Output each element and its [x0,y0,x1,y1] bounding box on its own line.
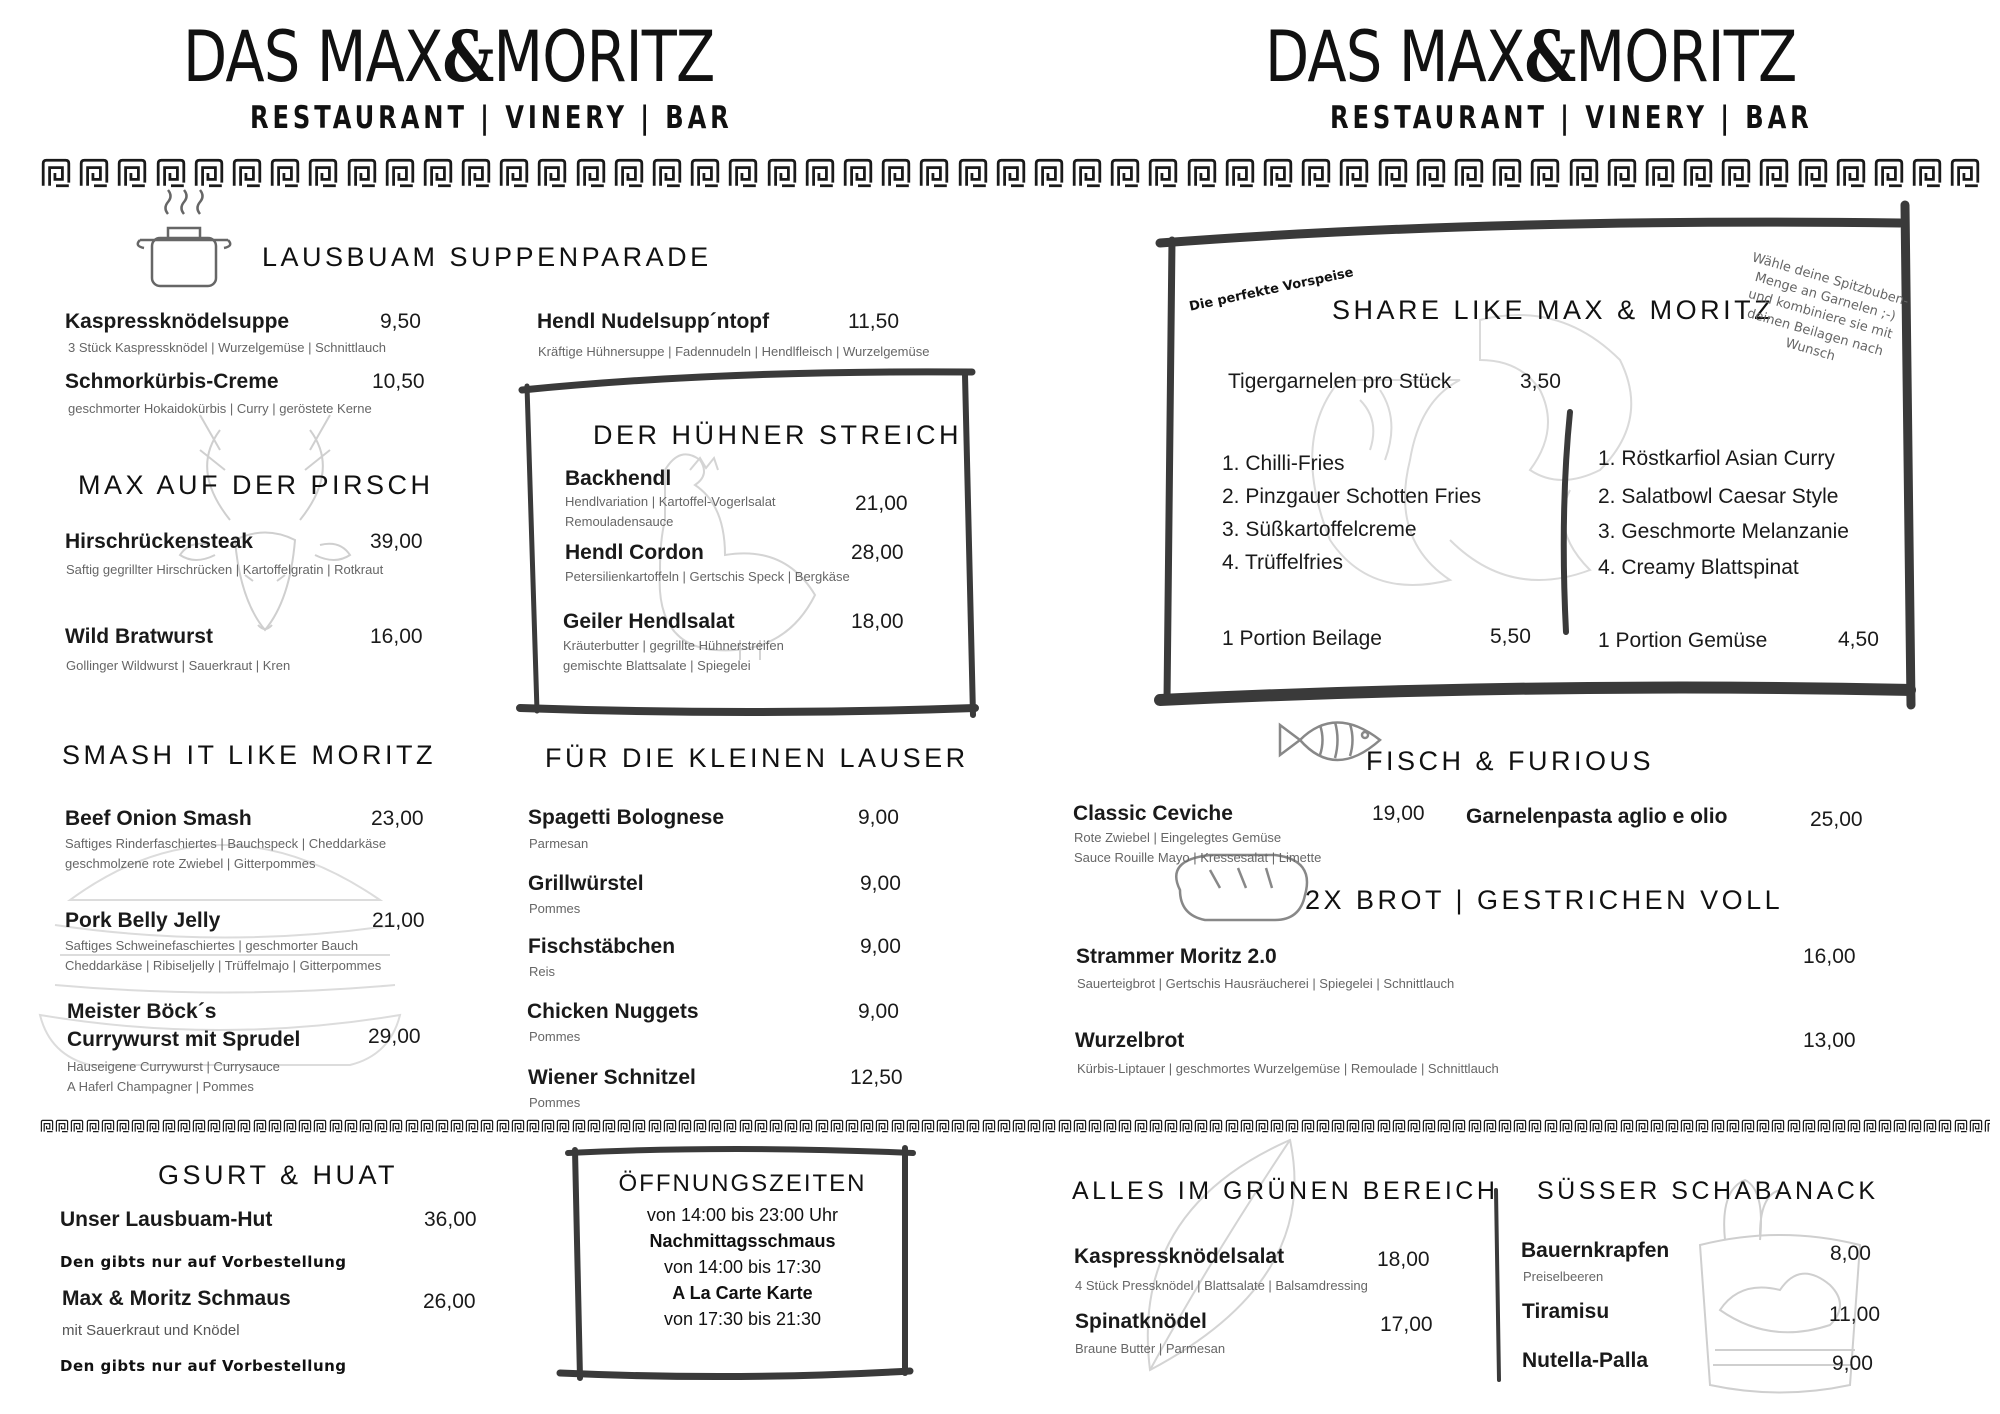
menu-item-name: Wiener Schnitzel [528,1066,696,1089]
menu-item-name: Hirschrückensteak [65,530,253,553]
shrimp-sketch-icon [1312,315,1631,585]
menu-item-name: Kaspressknödelsuppe [65,310,290,333]
menu-item-name: Spinatknödel [1075,1310,1207,1333]
fish-icon [1280,722,1380,760]
menu-item-name: Classic Ceviche [1073,802,1233,825]
menu-item-desc: Hendlvariation | Kartoffel-Vogerlsalat [565,494,776,509]
preorder-note: Den gibts nur auf Vorbestellung [60,1357,347,1375]
menu-item-price: 39,00 [370,530,423,553]
opening-hours-line: von 17:30 bis 21:30 [663,1309,822,1329]
side-option: 4. Trüffelfries [1222,551,1343,574]
menu-item-price: 13,00 [1803,1029,1856,1052]
menu-item-desc: Parmesan [529,836,589,851]
menu-item-name: Geiler Hendlsalat [563,610,735,633]
section-title-suess: SÜSSER SCHABANACK [1537,1177,1879,1205]
menu-item-desc: Kräftige Hühnersuppe | Fadennudeln | Hendlfleisch | Wurzelgemüse [538,344,930,359]
menu-item-desc: Sauce Rouille Mayo | Kressesalat | Limette [1074,850,1322,865]
menu-item-desc: Pommes [529,901,581,916]
menu-item-price: 25,00 [1810,808,1863,831]
menu-item-name: Spagetti Bolognese [528,806,725,829]
menu-item-name: Tiramisu [1522,1300,1610,1323]
tagline-right: RESTAURANT | VINERY | BAR [1330,100,1813,136]
menu-item-price: 9,00 [860,872,901,895]
deer-sketch-icon [180,415,350,630]
menu-item-desc: Saftig gegrillter Hirschrücken | Kartoffelgratin | Rotkraut [66,562,384,577]
menu-item-name: Kaspressknödelsalat [1074,1245,1285,1268]
menu-item-price: 9,00 [858,1000,899,1023]
menu-item-name: Wild Bratwurst [65,625,213,648]
menu-item-price: 28,00 [851,541,904,564]
menu-item-name: Schmorkürbis-Creme [65,370,279,393]
menu-item-price: 17,00 [1380,1313,1433,1336]
menu-item-desc: Cheddarkäse | Ribiseljelly | Trüffelmajo | Gitterpommes [65,958,382,973]
menu-item-desc: geschmolzene rote Zwiebel | Gitterpommes [65,856,316,871]
veg-option: 4. Creamy Blattspinat [1598,556,1799,579]
menu-item-price: 21,00 [855,492,908,515]
section-title-smash: SMASH IT LIKE MORITZ [62,740,437,770]
menu-item-desc: Kräuterbutter | gegrillte Hühnerstreifen [563,638,784,653]
menu-item-price: 18,00 [851,610,904,633]
menu-item-desc: Remouladensauce [565,514,674,529]
menu-item-price: 5,50 [1490,625,1531,648]
section-title-soups: LAUSBUAM SUPPENPARADE [262,242,712,272]
opening-hours-line: von 14:00 bis 17:30 [663,1257,822,1277]
section-title-pirsch: MAX AUF DER PIRSCH [78,470,434,500]
menu-item-price: 29,00 [368,1025,421,1048]
soup-pot-icon [138,190,231,286]
menu-item-desc: Gollinger Wildwurst | Sauerkraut | Kren [66,658,291,673]
brand-name-right: MORITZ [493,16,715,98]
opening-hours-title: ÖFFNUNGSZEITEN [618,1170,867,1197]
section-title-gruen: ALLES IM GRÜNEN BEREICH [1072,1177,1499,1205]
menu-item-name: Unser Lausbuam-Hut [60,1208,273,1231]
section-title-share: SHARE LIKE MAX & MORITZ [1332,295,1775,325]
menu-item-desc: Braune Butter | Parmesan [1075,1341,1226,1356]
section-title-kids: FÜR DIE KLEINEN LAUSER [545,743,969,773]
side-option: 1. Chilli-Fries [1222,452,1345,475]
menu-item-price: 16,00 [1803,945,1856,968]
menu-item-desc: Saftiges Rinderfaschiertes | Bauchspeck | Cheddarkäse [65,836,387,851]
menu-item-name: Backhendl [565,467,672,490]
brand-name-left: DAS MAX [1265,16,1525,98]
menu-item-desc: gemischte Blattsalate | Spiegelei [563,658,751,673]
menu-item-name: Beef Onion Smash [65,807,252,830]
menu-item-desc: geschmorter Hokaidokürbis | Curry | geröstete Kerne [68,401,372,416]
menu-item-price: 12,50 [850,1066,903,1089]
side-option: 3. Süßkartoffelcreme [1222,518,1417,541]
menu-item-price: 26,00 [423,1290,476,1313]
menu-item-price: 9,50 [380,310,421,333]
veg-option: 1. Röstkarfiol Asian Curry [1598,447,1835,470]
menu-item-name: 1 Portion Beilage [1222,627,1382,650]
menu-item-price: 10,50 [372,370,425,393]
veg-option: 2. Salatbowl Caesar Style [1598,485,1839,508]
menu-item-name-line2: Currywurst mit Sprudel [67,1028,301,1051]
menu-item-desc: Hauseigene Currywurst | Currysauce [67,1059,280,1074]
menu-item-name: Grillwürstel [528,872,644,895]
veg-option: 3. Geschmorte Melanzanie [1598,520,1849,543]
menu-item-price: 9,00 [860,935,901,958]
menu-item-price: 36,00 [424,1208,477,1231]
menu-item-desc: 3 Stück Kaspressknödel | Wurzelgemüse | Schnittlauch [68,340,386,355]
menu-item-desc: Petersilienkartoffeln | Gertschis Speck | Bergkäse [565,569,850,584]
menu-item-desc: Sauerteigbrot | Gertschis Hausräucherei | Spiegelei | Schnittlauch [1077,976,1455,991]
opening-hours-heading: Nachmittagsschmaus [649,1231,836,1251]
menu-item-name: Bauernkrapfen [1521,1239,1670,1262]
menu-item-price: 11,00 [1829,1303,1880,1326]
menu-item-name: Nutella-Palla [1522,1349,1649,1372]
share-hint: Wähle deine Spitzbuben-Menge an Garnelen ;-) und kombiniere sie mit deinen Beilagen nach Wunsch [1745,250,1911,365]
brand-name-right: MORITZ [1575,16,1797,98]
tagline-left: RESTAURANT | VINERY | BAR [250,100,733,136]
brand-ampersand: & [1524,15,1576,98]
preorder-note: Den gibts nur auf Vorbestellung [60,1253,347,1271]
menu-item-name: Hendl Nudelsupp´ntopf [537,310,770,333]
menu-item-price: 18,00 [1377,1248,1430,1271]
opening-hours-line: von 14:00 bis 23:00 Uhr [646,1205,839,1225]
brand-ampersand: & [442,15,494,98]
side-option: 2. Pinzgauer Schotten Fries [1222,485,1482,508]
menu-item-name: Wurzelbrot [1075,1029,1185,1052]
section-title-huehner: DER HÜHNER STREICH [593,420,963,450]
menu-item-name: Fischstäbchen [528,935,676,958]
menu-item-name: Hendl Cordon [565,541,704,564]
brand-name-left: DAS MAX [183,16,443,98]
menu-item-desc: Rote Zwiebel | Eingelegtes Gemüse [1074,830,1282,845]
menu-item-name: 1 Portion Gemüse [1598,629,1768,652]
menu-item-price: 3,50 [1520,370,1561,393]
menu-item-desc: Saftiges Schweinefaschiertes | geschmorter Bauch [65,938,359,953]
menu-item-name: Chicken Nuggets [527,1000,699,1023]
section-title-brot: 2X BROT | GESTRICHEN VOLL [1305,885,1784,915]
menu-item-price: 8,00 [1830,1242,1871,1265]
section-title-fisch: FISCH & FURIOUS [1366,746,1655,776]
menu-item-name: Pork Belly Jelly [65,909,221,932]
section-title-gsurt: GSURT & HUAT [158,1160,399,1190]
menu-item-price: 23,00 [371,807,424,830]
menu-item-name: Garnelenpasta aglio e olio [1466,805,1728,828]
menu-item-desc: Pommes [529,1029,581,1044]
menu-item-price: 4,50 [1838,628,1879,651]
menu-item-price: 21,00 [372,909,425,932]
menu-item-name: Strammer Moritz 2.0 [1076,945,1277,968]
opening-hours-heading: A La Carte Karte [672,1283,813,1303]
menu-item-price: 11,50 [848,310,899,333]
menu-item-price: 19,00 [1372,802,1425,825]
menu-item-price: 9,00 [1832,1352,1873,1375]
menu-item-price: 16,00 [370,625,423,648]
badge-vorspeise: Die perfekte Vorspeise [1188,265,1355,315]
opening-hours-box [575,1170,910,1332]
menu-item-name: Max & Moritz Schmaus [62,1287,291,1310]
menu-item-name: Tigergarnelen pro Stück [1228,370,1452,393]
menu-item-desc: Reis [529,964,556,979]
menu-item-desc: Pommes [529,1095,581,1110]
menu-item-desc: Preiselbeeren [1523,1269,1604,1284]
menu-item-desc: 4 Stück Pressknödel | Blattsalate | Balsamdressing [1075,1278,1368,1293]
menu-item-desc: mit Sauerkraut und Knödel [62,1322,240,1339]
menu-item-desc: Kürbis-Liptauer | geschmortes Wurzelgemüse | Remoulade | Schnittlauch [1077,1061,1499,1076]
menu-item-name: Meister Böck´s [67,1000,217,1023]
menu-item-desc: A Haferl Champagner | Pommes [67,1079,254,1094]
menu-item-price: 9,00 [858,806,899,829]
